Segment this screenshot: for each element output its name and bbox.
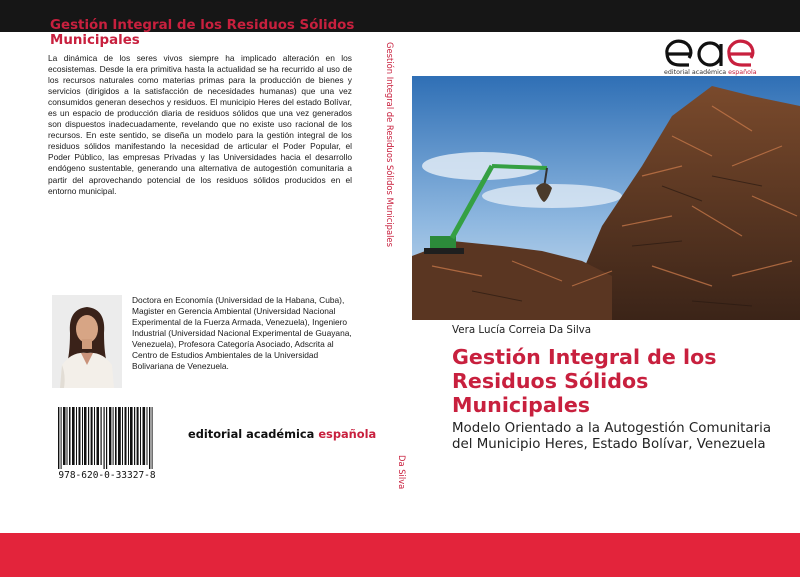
- publisher-name-back: [188, 427, 376, 441]
- front-title: Gestión Integral de los Residuos Sólidos Municipales: [452, 345, 717, 417]
- spine-title: Gestión Integral de Residuos Sólidos Municipales: [385, 42, 395, 247]
- spine-author: Da Silva: [397, 455, 407, 490]
- logo-caption: [664, 69, 764, 76]
- logo-caption-accent: española: [728, 69, 757, 76]
- author-bio: Doctora en Economía (Universidad de la Habana, Cuba), Magister en Gerencia Ambiental (Universidad Nacional Experimental de la Fuerza Armada, Venezuela), Ingeniero Industrial (Universidad Nacional Experimental de Guayana, Venezuela), Profesora Categoría Asociado, Adscrita al Centro de Estudios Ambientales de la Universidad Bolivariana de Venezuela.: [132, 295, 352, 371]
- publisher-accent: española: [318, 427, 377, 441]
- bottom-band: [0, 533, 800, 577]
- back-cover-blurb: La dinámica de los seres vivos siempre ha implicado alteración en los ecosistemas. Desde la era primitiva hasta la actualidad se ha recurrido al uso de los recursos naturales como materias primas para la producción de bienes y servicios (dirigidos a la satisfacción de necesidades humanas) que una vez consumidos generan desechos y residuos. El municipio Heres del estado Bolívar, es un espacio de producción diaria de residuos sólidos que una vez generados son dispuestos inadecuadamente, revelando que no existe uso racional de los recursos. En este sentido, se diseña un modelo para la gestión integral de los residuos sólidos manifestando la necesidad de articular el Poder Popular, el Poder Público, las empresas Privadas y las Universidades hacia el desarrollo endógeno sustentable, generando una alternativa de autogestión comunitaria a partir del aprovechando potencial de los residuos sólidos producidos en el entorno municipal.: [48, 53, 352, 196]
- cover-image: [412, 76, 800, 320]
- front-subtitle: Modelo Orientado a la Autogestión Comunitaria del Municipio Heres, Estado Bolívar, Venezuela: [452, 421, 772, 452]
- back-cover-title: Gestión Integral de los Residuos Sólidos Municipales: [50, 18, 355, 48]
- front-author: Vera Lucía Correia Da Silva: [452, 324, 592, 336]
- logo-caption-main: editorial académica: [664, 69, 729, 76]
- author-photo: [52, 295, 122, 388]
- publisher-main: editorial académica: [188, 427, 319, 441]
- isbn-number: 978-620-0-33327-8: [58, 470, 156, 481]
